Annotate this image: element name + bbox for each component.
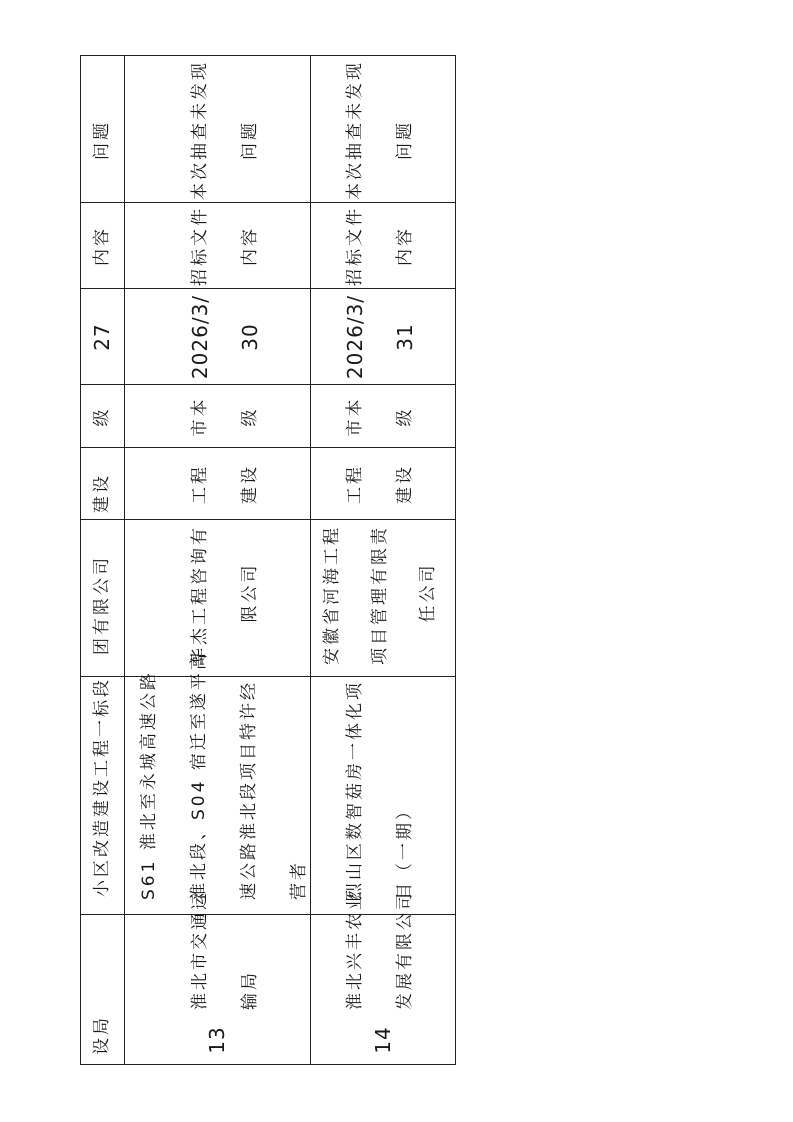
row-level-line: 市本 (345, 396, 365, 437)
row-issue (330, 58, 430, 200)
header-issue: 问题 (92, 120, 112, 160)
header-project: 小区改造建设工程一标段 (92, 677, 112, 897)
row-content-line: 招标文件 (345, 206, 365, 286)
row-company-line: 安徽省河海工程 (322, 525, 342, 665)
row-type (175, 448, 275, 520)
row-company (308, 520, 452, 665)
row-date-line: 31 (393, 323, 417, 351)
header-dept: 设局 (92, 1015, 112, 1055)
row-project-line: 速公路淮北段项目特许经 (239, 680, 259, 900)
row-level (330, 385, 430, 448)
row-content (175, 203, 275, 289)
grid-col-8 (80, 55, 456, 56)
row-content-line: 内容 (395, 226, 415, 266)
row-project-line: 淮北段、S04 宿迁至遂平高 (189, 650, 209, 900)
row-project-line: 目（一期） (395, 800, 415, 900)
row-project (124, 650, 324, 900)
rotated-table (80, 55, 456, 1065)
row-project-line: 烈山区数智菇房一体化项 (345, 680, 365, 900)
header-company: 团有限公司 (92, 555, 112, 655)
row-company (175, 520, 275, 665)
row-date-line: 2026/3/ (343, 294, 367, 380)
row-content-line: 内容 (240, 226, 260, 266)
row-company-line: 任公司 (418, 562, 438, 623)
row-level-line: 级 (240, 406, 260, 427)
row-issue-line: 本次抽查未发现 (190, 60, 210, 200)
row-dept-line: 发展有限公司 (395, 890, 415, 1010)
row-level-line: 级 (395, 406, 415, 427)
row-dept-line: 淮北兴丰农业 (345, 890, 365, 1010)
row-date-line: 2026/3/ (188, 294, 212, 380)
header-content: 内容 (92, 226, 112, 266)
row-issue (175, 58, 275, 200)
header-date: 27 (90, 323, 114, 351)
row-company-line: 限公司 (240, 562, 260, 623)
row-index: 14 (371, 1026, 395, 1054)
row-index: 13 (205, 1026, 229, 1054)
row-dept (175, 890, 275, 1010)
row-level (175, 385, 275, 448)
header-type: 建设 (92, 473, 112, 513)
row-issue-line: 问题 (240, 120, 260, 160)
row-level-line: 市本 (190, 396, 210, 437)
row-date (330, 289, 430, 385)
row-project (330, 677, 430, 900)
row-date (175, 289, 275, 385)
row-dept-line: 输局 (240, 970, 260, 1010)
header-level: 级 (92, 406, 112, 427)
row-company-line: 项目管理有限责 (370, 525, 390, 665)
row-type (330, 448, 430, 520)
row-issue-line: 本次抽查未发现 (345, 60, 365, 200)
row-dept (330, 890, 430, 1010)
row-type-line: 建设 (240, 464, 260, 504)
row-content (330, 203, 430, 289)
row-dept-line: 淮北市交通运 (190, 890, 210, 1010)
row-date-line: 30 (238, 323, 262, 351)
row-project-line: 营者 (289, 860, 309, 900)
row-issue-line: 问题 (395, 120, 415, 160)
row-company-line: 华杰工程咨询有 (190, 525, 210, 665)
row-content-line: 招标文件 (190, 206, 210, 286)
row-type-line: 工程 (190, 464, 210, 504)
row-type-line: 建设 (395, 464, 415, 504)
row-type-line: 工程 (345, 464, 365, 504)
row-project-line: S61 淮北至永城高速公路 (139, 670, 159, 900)
